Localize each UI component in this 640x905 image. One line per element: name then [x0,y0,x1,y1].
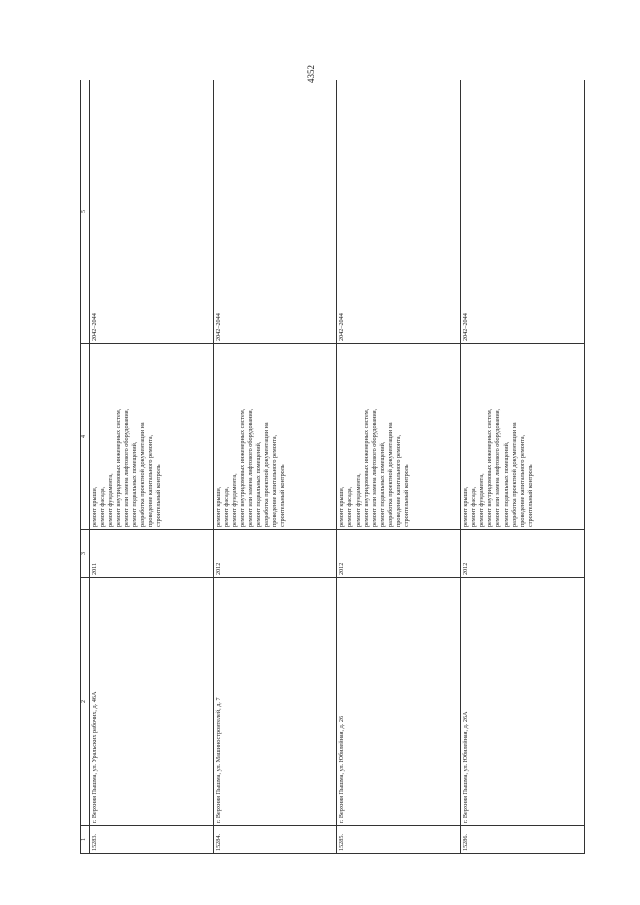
building-address: г. Верхняя Пышма, ул. Машиностроителей, д. 7 [213,578,337,826]
row-number: 15285. [337,826,461,854]
work-item: ремонт подвальных помещений, [378,441,386,527]
work-item: ремонт фасада, [222,486,230,527]
row-number: 15284. [213,826,337,854]
commissioning-year: 2012 [337,530,461,578]
work-item: разработка проектной документации на [510,422,518,527]
work-item: разработка проектной документации на [262,422,270,527]
work-item: проведение капитального ремонта, [147,434,155,527]
work-item: ремонт или замена лифтового оборудования, [494,408,502,527]
row-number: 15286. [461,826,585,854]
planned-period: 2042–2044 [461,80,585,344]
table-rotation-wrapper [80,80,602,854]
work-item: ремонт крыши, [214,486,222,527]
work-item: ремонт фундамента, [106,473,114,527]
table-row [213,80,337,854]
work-item: проведение капитального ремонта, [518,434,526,527]
building-address: г. Верхняя Пышма, ул. Юбилейная, д. 26А [461,578,585,826]
header-col-4: 4 [81,344,90,530]
work-item: ремонт фундамента, [354,473,362,527]
work-item: ремонт подвальных помещений, [502,441,510,527]
planned-period: 2042–2044 [337,80,461,344]
header-col-3: 3 [81,530,90,578]
repair-works-list [213,344,337,530]
work-item: ремонт фасада, [98,486,106,527]
repair-works-list [461,344,585,530]
commissioning-year: 2012 [461,530,585,578]
header-col-1: 1 [81,826,90,854]
header-col-2: 2 [81,578,90,826]
work-item: разработка проектной документации на [386,422,394,527]
rotated-table-area [80,80,602,854]
table-row [89,80,213,854]
work-item: ремонт подвальных помещений, [131,441,139,527]
work-item: ремонт подвальных помещений, [254,441,262,527]
commissioning-year: 2011 [89,530,213,578]
work-item: ремонт или замена лифтового оборудования, [370,408,378,527]
work-item: ремонт внутридомовых инженерных систем, [114,408,122,527]
commissioning-year: 2012 [213,530,337,578]
work-item: ремонт внутридомовых инженерных систем, [486,408,494,527]
building-address: г. Верхняя Пышма, ул. Уральских рабочих, д. 46А [89,578,213,826]
table-body [89,80,584,854]
work-item: ремонт или замена лифтового оборудования, [123,408,131,527]
work-item: строительный контроль [279,464,287,527]
work-item: ремонт крыши, [462,486,470,527]
repair-works-list [89,344,213,530]
table-row [461,80,585,854]
work-item: ремонт внутридомовых инженерных систем, [238,408,246,527]
work-item: ремонт или замена лифтового оборудования, [246,408,254,527]
page-number-text: 4352 [306,65,316,83]
work-item: ремонт фундамента, [230,473,238,527]
work-item: строительный контроль [402,464,410,527]
header-col-5: 5 [81,80,90,344]
work-item: строительный контроль [526,464,534,527]
planned-period: 2042–2044 [89,80,213,344]
repair-schedule-table [80,80,585,854]
row-number: 15283. [89,826,213,854]
table-header [81,80,90,854]
planned-period: 2042–2044 [213,80,337,344]
work-item: проведение капитального ремонта, [271,434,279,527]
repair-works-list [337,344,461,530]
table-row [337,80,461,854]
work-item: ремонт внутридомовых инженерных систем, [362,408,370,527]
work-item: разработка проектной документации на [139,422,147,527]
work-item: строительный контроль [155,464,163,527]
work-item: проведение капитального ремонта, [394,434,402,527]
building-address: г. Верхняя Пышма, ул. Юбилейная, д. 26 [337,578,461,826]
work-item: ремонт фасада, [346,486,354,527]
work-item: ремонт крыши, [90,486,98,527]
work-item: ремонт фасада, [470,486,478,527]
header-row [81,80,90,854]
work-item: ремонт фундамента, [478,473,486,527]
work-item: ремонт крыши, [338,486,346,527]
